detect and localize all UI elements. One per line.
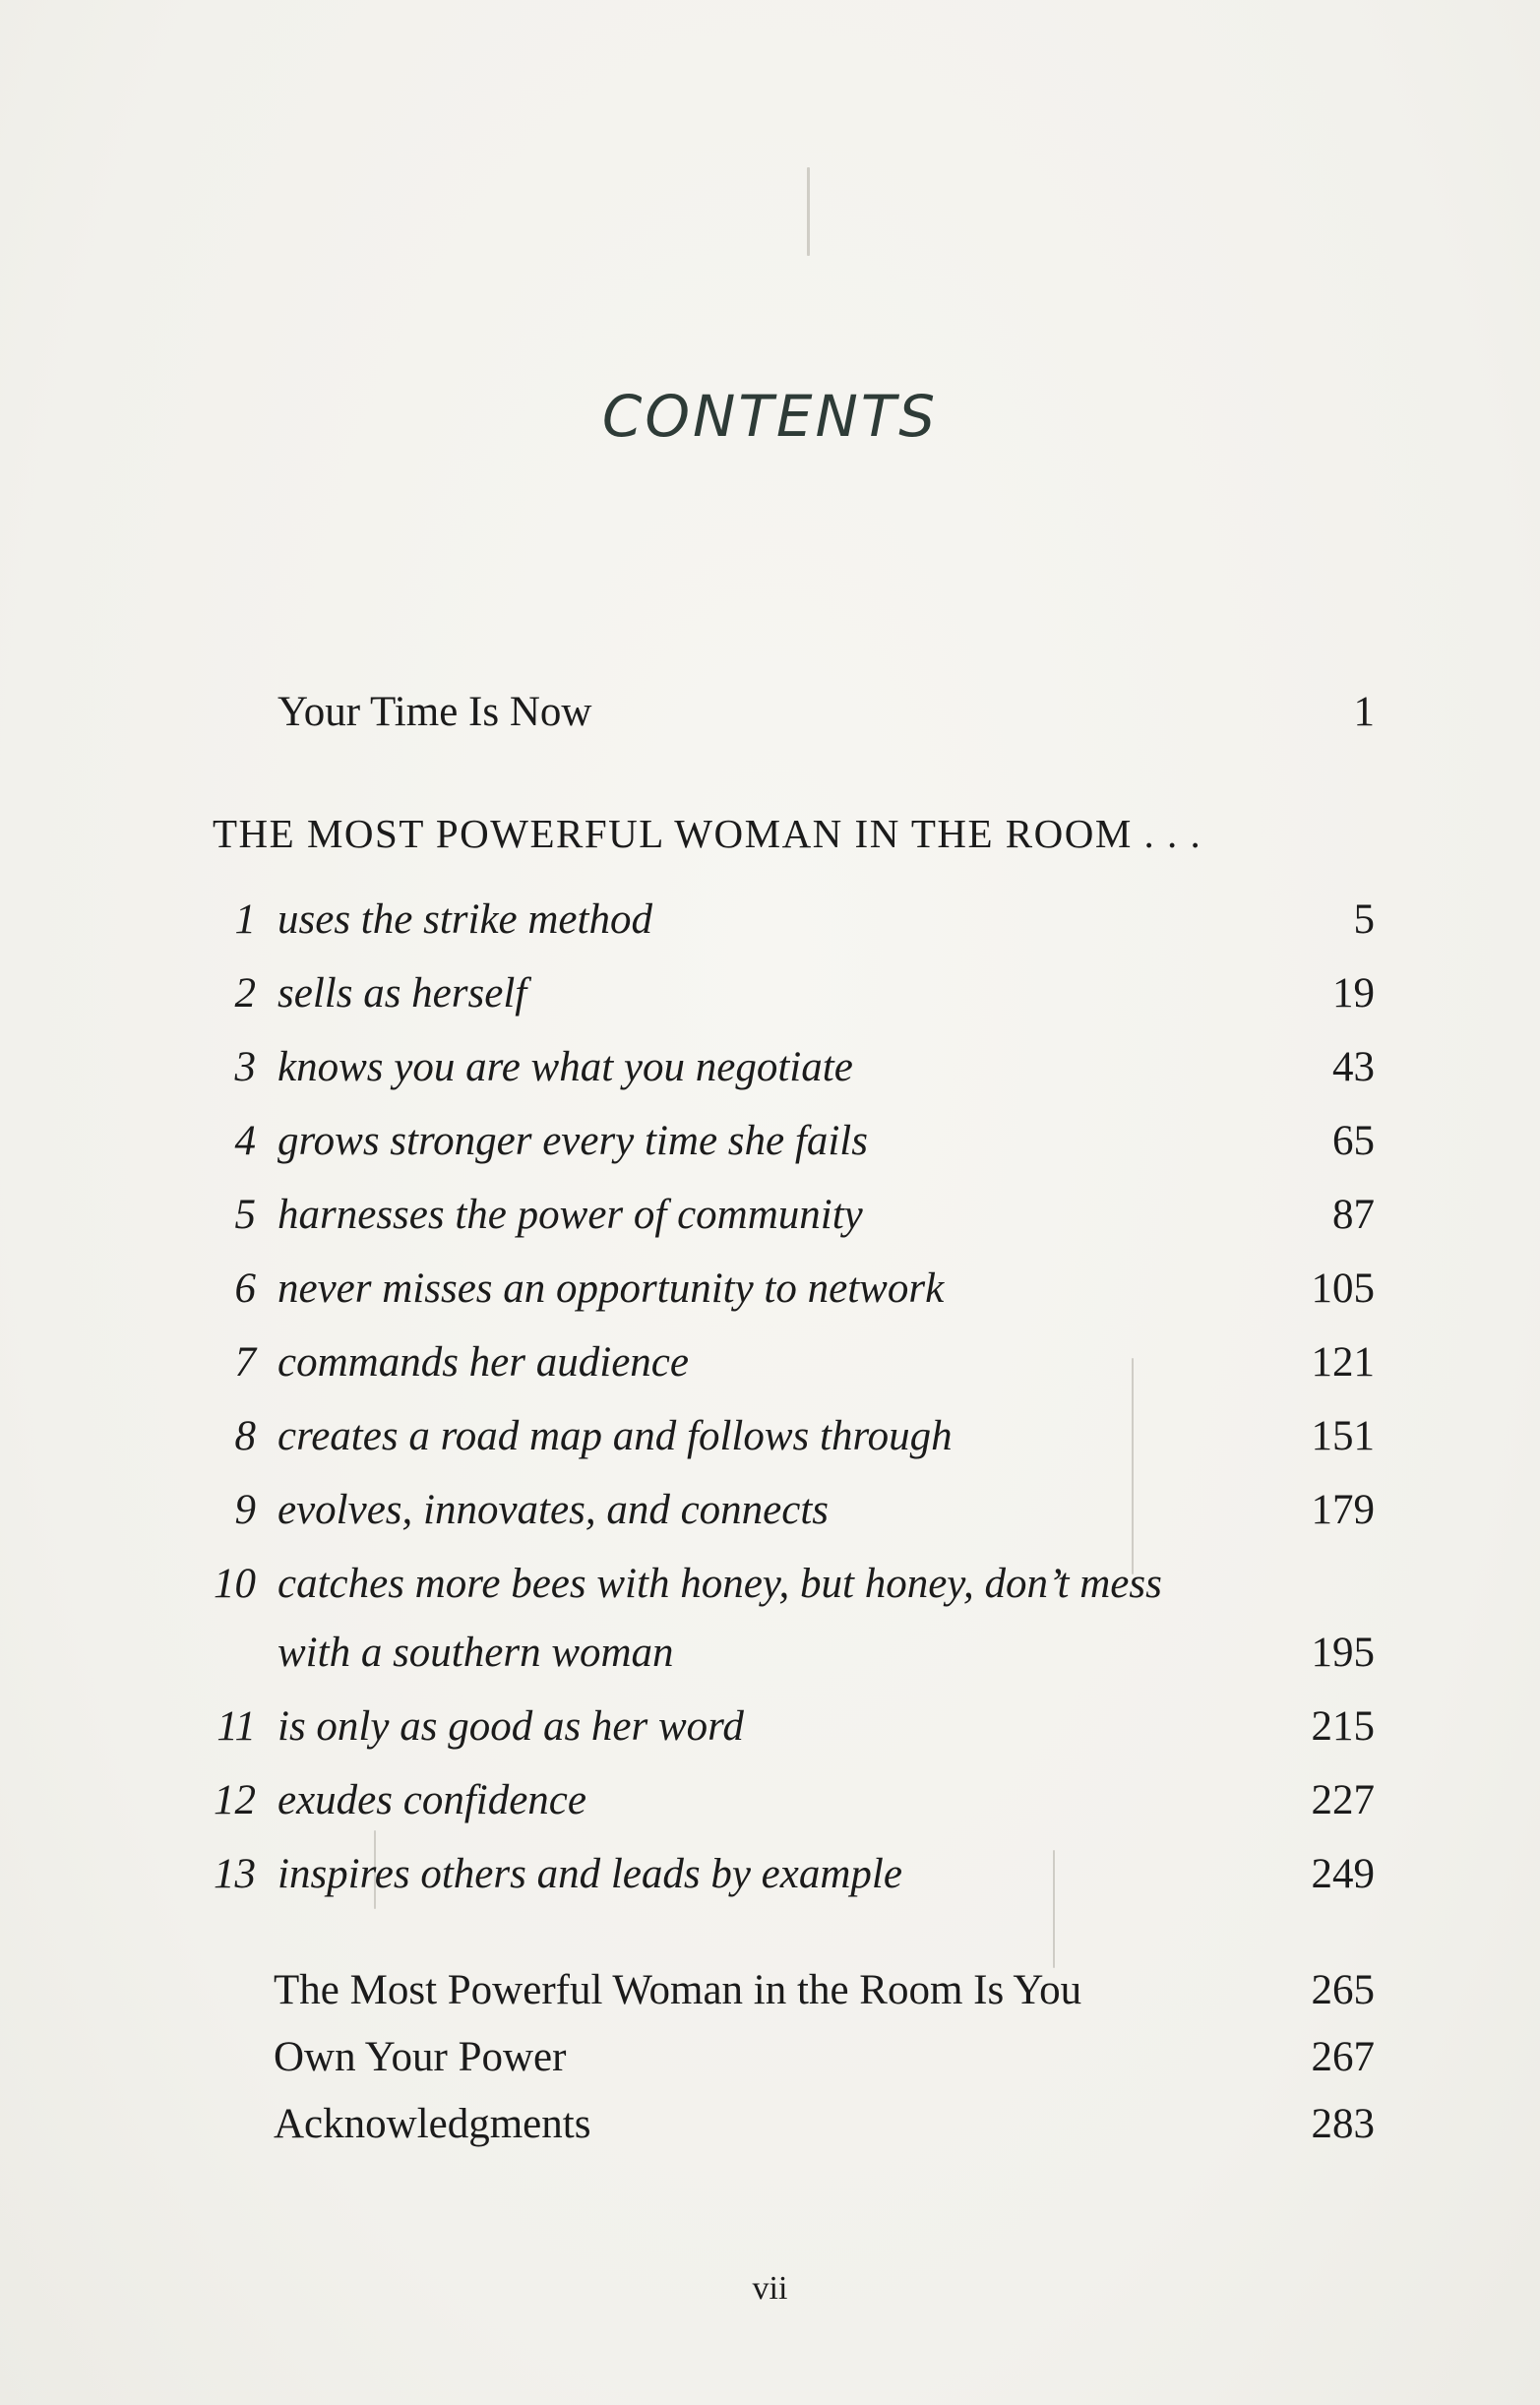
chapter-number: 7 xyxy=(234,1339,256,1386)
chapter-number: 9 xyxy=(234,1487,256,1533)
chapter-number: 1 xyxy=(234,896,256,943)
chapter-page: 215 xyxy=(1311,1703,1375,1750)
part-heading: THE MOST POWERFUL WOMAN IN THE ROOM . . . xyxy=(213,811,1202,856)
chapter-number: 8 xyxy=(234,1413,256,1459)
chapter-title: is only as good as her word xyxy=(277,1703,744,1750)
chapter-title: knows you are what you negotiate xyxy=(277,1044,853,1090)
back-matter-page: 283 xyxy=(1311,2101,1375,2147)
chapter-title: sells as herself xyxy=(277,970,527,1017)
chapter-page: 195 xyxy=(1311,1630,1375,1676)
chapter-page: 87 xyxy=(1332,1192,1375,1238)
chapter-title: commands her audience xyxy=(277,1339,689,1386)
page-title: CONTENTS xyxy=(601,383,939,450)
chapter-page: 227 xyxy=(1311,1777,1375,1823)
back-matter-label: Acknowledgments xyxy=(274,2101,591,2147)
chapter-title: creates a road map and follows through xyxy=(277,1413,953,1459)
back-matter-label: Own Your Power xyxy=(274,2034,567,2080)
chapter-page: 65 xyxy=(1332,1118,1375,1164)
chapter-title: grows stronger every time she fails xyxy=(277,1118,868,1164)
chapter-page: 105 xyxy=(1311,1265,1375,1312)
chapter-page: 249 xyxy=(1311,1851,1375,1897)
chapter-title: never misses an opportunity to network xyxy=(277,1265,945,1312)
back-matter-page: 265 xyxy=(1311,1967,1375,2013)
chapter-page: 43 xyxy=(1332,1044,1375,1090)
chapter-number: 11 xyxy=(216,1703,256,1750)
chapter-page: 179 xyxy=(1311,1487,1375,1533)
chapter-title: evolves, innovates, and connects xyxy=(277,1487,830,1533)
back-matter-page: 267 xyxy=(1311,2034,1375,2080)
toc-entry-label: Your Time Is Now xyxy=(277,689,592,735)
chapter-page: 19 xyxy=(1332,970,1375,1017)
chapter-number: 10 xyxy=(214,1561,256,1607)
chapter-page: 5 xyxy=(1353,896,1375,943)
chapter-number: 13 xyxy=(214,1851,256,1897)
chapter-number: 3 xyxy=(234,1044,256,1090)
chapter-number: 4 xyxy=(234,1118,256,1164)
chapter-title: exudes confidence xyxy=(277,1777,586,1823)
chapter-page: 121 xyxy=(1311,1339,1375,1386)
chapter-number: 2 xyxy=(234,970,256,1017)
chapter-number: 6 xyxy=(234,1265,256,1312)
chapter-number: 5 xyxy=(234,1192,256,1238)
chapter-title: with a southern woman xyxy=(277,1630,674,1676)
chapter-number: 12 xyxy=(214,1777,256,1823)
scan-mark xyxy=(1132,1358,1134,1574)
chapter-title: uses the strike method xyxy=(277,896,652,943)
back-matter-label: The Most Powerful Woman in the Room Is You xyxy=(274,1967,1082,2013)
toc-entry-page: 1 xyxy=(1353,689,1375,735)
chapter-page: 151 xyxy=(1311,1413,1375,1459)
page-folio: vii xyxy=(752,2270,788,2307)
chapter-title: inspires others and leads by example xyxy=(277,1851,902,1897)
scan-mark xyxy=(807,167,810,256)
chapter-title: catches more bees with honey, but honey, don’t mess xyxy=(277,1561,1162,1607)
scan-mark xyxy=(1053,1850,1055,1968)
chapter-title: harnesses the power of community xyxy=(277,1192,863,1238)
